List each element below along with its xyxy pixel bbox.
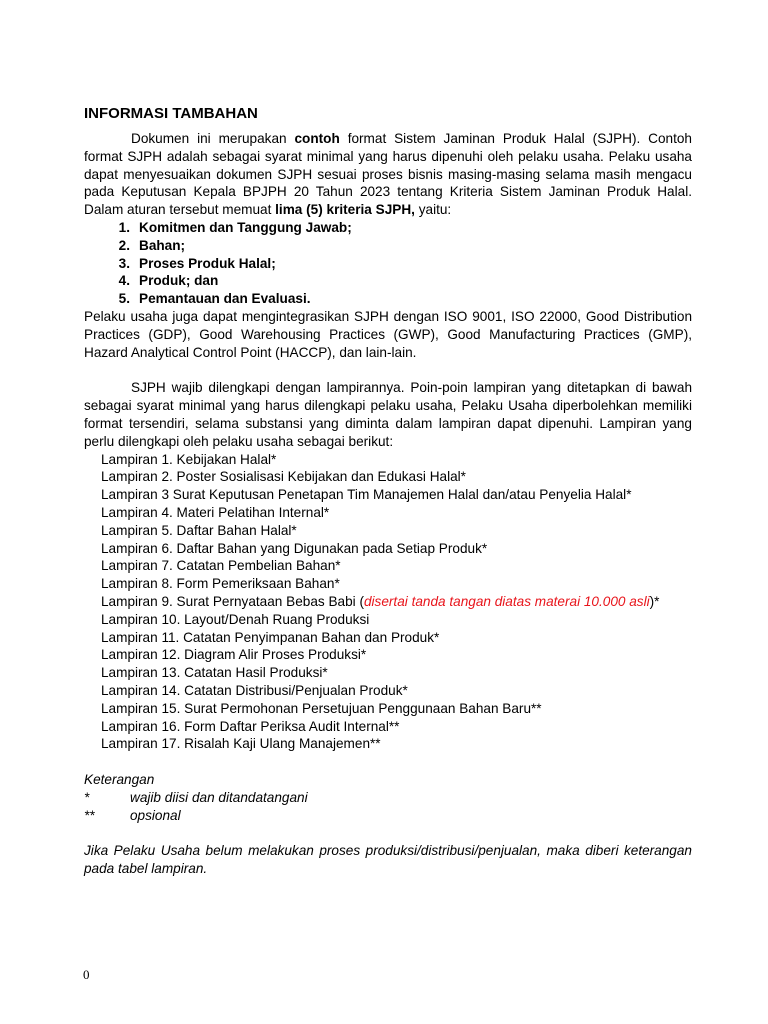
attachment-item: Lampiran 17. Risalah Kaji Ulang Manajemen** — [101, 736, 381, 752]
attachment-item: Lampiran 2. Poster Sosialisasi Kebijakan dan Edukasi Halal* — [101, 469, 466, 485]
criteria-item: 5. Pemantauan dan Evaluasi. — [118, 291, 311, 307]
attachment-item: Lampiran 5. Daftar Bahan Halal* — [101, 522, 297, 538]
attachment-item: Lampiran 7. Catatan Pembelian Bahan* — [101, 558, 341, 574]
attachment-item: Lampiran 15. Surat Permohonan Persetujuan Penggunaan Bahan Baru** — [101, 700, 542, 716]
attachment-item: Lampiran 4. Materi Pelatihan Internal* — [101, 504, 330, 520]
criteria-item: 1. Komitmen dan Tanggung Jawab; — [118, 219, 352, 235]
intro-text-1: Dokumen ini merupakan — [131, 131, 295, 146]
attachment-item: Lampiran 8. Form Pemeriksaan Bahan* — [101, 576, 340, 592]
attachment-item: Lampiran 6. Daftar Bahan yang Digunakan pada Setiap Produk* — [101, 540, 488, 556]
criteria-item: 3. Proses Produk Halal; — [118, 255, 276, 271]
page-number: 0 — [83, 967, 90, 982]
attachment-item: Lampiran 9. Surat Pernyataan Bebas Babi (disertai tanda tangan diatas materai 10.000 asli)* — [101, 593, 660, 609]
criteria-item: 4. Produk; dan — [118, 273, 219, 289]
document-page — [84, 104, 692, 878]
attachment-item: Lampiran 1. Kebijakan Halal* — [101, 451, 277, 467]
attachment-item: Lampiran 10. Layout/Denah Ruang Produksi — [101, 611, 370, 627]
integration-paragraph: Pelaku usaha juga dapat mengintegrasikan SJPH dengan ISO 9001, ISO 22000, Good Distribution Practices (GDP), Good Warehousing Practices (GWP), Good Manufacturing Practices (GMP), Hazard Analytical Control Point (HACCP), dan lain-lain. — [84, 308, 692, 360]
attachments-intro-paragraph: SJPH wajib dilengkapi dengan lampirannya. Poin-poin lampiran yang ditetapkan di bawah sebagai syarat minimal yang harus dilengkapi pelaku usaha, Pelaku Usaha diperbolehkan memiliki format tersendiri, selama substansi yang diminta dalam lampiran dapat dipenuhi. Lampiran yang perlu dilengkapi oleh pelaku usaha sebagai berikut: — [84, 380, 692, 449]
intro-paragraph — [84, 130, 692, 219]
attachment-item: Lampiran 16. Form Daftar Periksa Audit Internal** — [101, 718, 400, 734]
legend-row: ** opsional — [84, 807, 181, 823]
closing-note: Jika Pelaku Usaha belum melakukan proses produksi/distribusi/penjualan, maka diberi keterangan pada tabel lampiran. — [84, 843, 692, 877]
legend-row: * wajib diisi dan ditandatangani — [84, 789, 308, 805]
attachment-list — [84, 451, 692, 754]
intro-bold-contoh: contoh — [294, 131, 340, 146]
attachment-item: Lampiran 13. Catatan Hasil Produksi* — [101, 665, 328, 681]
section-heading: INFORMASI TAMBAHAN — [84, 105, 258, 122]
intro-bold-criteria: lima (5) kriteria SJPH, — [275, 202, 415, 218]
intro-text-3: yaitu: — [414, 202, 452, 218]
attachment-item: Lampiran 12. Diagram Alir Proses Produksi* — [101, 647, 367, 663]
attachment-item: Lampiran 11. Catatan Penyimpanan Bahan dan Produk* — [101, 629, 440, 645]
red-note: disertai tanda tangan diatas materai 10.000 asli — [363, 593, 650, 609]
attachment-item: Lampiran 14. Catatan Distribusi/Penjualan Produk* — [101, 682, 408, 698]
attachment-item: Lampiran 3 Surat Keputusan Penetapan Tim Manajemen Halal dan/atau Penyelia Halal* — [101, 487, 632, 503]
criteria-item: 2. Bahan; — [118, 237, 186, 253]
criteria-list — [84, 219, 692, 308]
legend-title: Keterangan — [84, 772, 155, 788]
intro-text-2: format Sistem Jaminan Produk Halal (SJPH). Contoh format SJPH adalah sebagai syarat minimal yang harus dipenuhi oleh pelaku usaha. Pelaku usaha dapat menyesuaikan dokumen SJPH sesuai proses bisnis masing-masing selama masih mengacu pada Keputusan Kepala BPJPH 20 Tahun 2023 tentang Kriteria Sistem Jaminan Produk Halal. Dalam aturan tersebut memuat — [84, 131, 692, 218]
